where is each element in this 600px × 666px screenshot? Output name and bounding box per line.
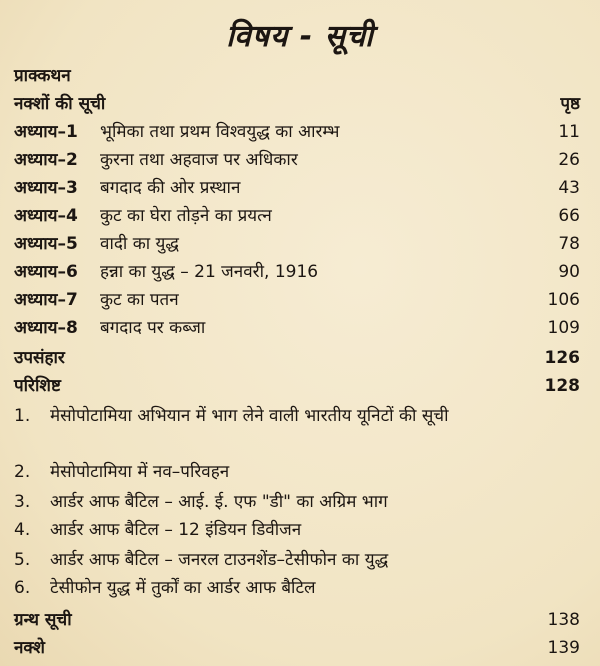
chapter-label: अध्याय–7: [14, 290, 78, 310]
bibliography-label: ग्रन्थ सूची: [14, 610, 72, 630]
chapter-page: 66: [558, 206, 580, 226]
appendix-item-number: 3.: [14, 492, 31, 512]
chapter-page: 106: [547, 290, 580, 310]
appendix-item: [14, 518, 586, 542]
appendix-item-text: टेसीफोन युद्ध में तुर्कों का आर्डर आफ बैटिल: [50, 578, 316, 598]
chapter-label: अध्याय–6: [14, 262, 78, 282]
maps-list-label: नक्शों की सूची: [14, 94, 106, 114]
appendix-item-text: मेसोपोटामिया में नव–परिवहन: [50, 462, 230, 482]
chapter-title: बगदाद की ओर प्रस्थान: [100, 178, 241, 198]
chapter-label: अध्याय–5: [14, 234, 78, 254]
chapter-label: अध्याय–3: [14, 178, 78, 198]
chapter-entry: [14, 146, 586, 174]
appendix-item-text: आर्डर आफ बैटिल – जनरल टाउनशेंड–टेसीफोन का युद्ध: [50, 550, 389, 570]
epilogue-entry: [14, 344, 586, 372]
chapter-entry: [14, 230, 586, 258]
chapter-label: अध्याय–1: [14, 122, 78, 142]
appendix-item: [14, 490, 586, 514]
appendix-item-number: 2.: [14, 462, 31, 482]
appendix-item: [14, 404, 586, 452]
chapter-title: हन्ना का युद्ध – 21 जनवरी, 1916: [100, 262, 319, 282]
appendix-item: [14, 548, 586, 572]
maps-entry: [14, 634, 586, 662]
chapter-entry: [14, 202, 586, 230]
preface-label: प्राक्कथन: [14, 66, 71, 86]
chapter-entry: [14, 118, 586, 146]
appendix-item-number: 5.: [14, 550, 31, 570]
chapter-page: 109: [547, 318, 580, 338]
appendix-item-number: 6.: [14, 578, 31, 598]
appendix-entry: [14, 372, 586, 400]
appendix-item-number: 4.: [14, 520, 31, 540]
chapter-entry: [14, 174, 586, 202]
chapter-page: 43: [558, 178, 580, 198]
maps-list-entry: [14, 90, 586, 118]
chapter-page: 78: [558, 234, 580, 254]
appendix-item-text: आर्डर आफ बैटिल – आई. ई. एफ "डी" का अग्रिम भाग: [50, 492, 388, 512]
chapter-label: अध्याय–2: [14, 150, 78, 170]
appendix-page: 128: [544, 376, 580, 396]
appendix-item: [14, 460, 586, 484]
chapter-label: अध्याय–4: [14, 206, 78, 226]
chapter-title: भूमिका तथा प्रथम विश्वयुद्ध का आरम्भ: [100, 122, 340, 142]
chapter-title: कुट का घेरा तोड़ने का प्रयत्न: [100, 206, 272, 226]
appendix-item-text: मेसोपोटामिया अभियान में भाग लेने वाली भारतीय यूनिटों की सूची: [50, 406, 449, 426]
maps-page: 139: [547, 638, 580, 658]
chapter-page: 11: [558, 122, 580, 142]
chapter-title: कुट का पतन: [100, 290, 179, 310]
chapter-entry: [14, 258, 586, 286]
chapter-page: 26: [558, 150, 580, 170]
preface-entry: [14, 62, 586, 90]
chapter-entry: [14, 314, 586, 342]
bibliography-page: 138: [547, 610, 580, 630]
appendix-label: परिशिष्ट: [14, 376, 61, 396]
epilogue-page: 126: [544, 348, 580, 368]
chapter-title: वादी का युद्ध: [100, 234, 179, 254]
appendix-item-number: 1.: [14, 406, 31, 426]
maps-label: नक्शे: [14, 638, 45, 658]
chapter-title: कुरना तथा अहवाज पर अधिकार: [100, 150, 298, 170]
chapter-label: अध्याय–8: [14, 318, 78, 338]
appendix-item-text: आर्डर आफ बैटिल – 12 इंडियन डिवीजन: [50, 520, 302, 540]
appendix-item: [14, 576, 586, 600]
page-title: विषय - सूची: [226, 19, 374, 54]
chapter-entry: [14, 286, 586, 314]
page-column-header: पृष्ठ: [560, 94, 580, 114]
chapter-title: बगदाद पर कब्जा: [100, 318, 206, 338]
epilogue-label: उपसंहार: [14, 348, 65, 368]
chapter-page: 90: [558, 262, 580, 282]
bibliography-entry: [14, 606, 586, 634]
